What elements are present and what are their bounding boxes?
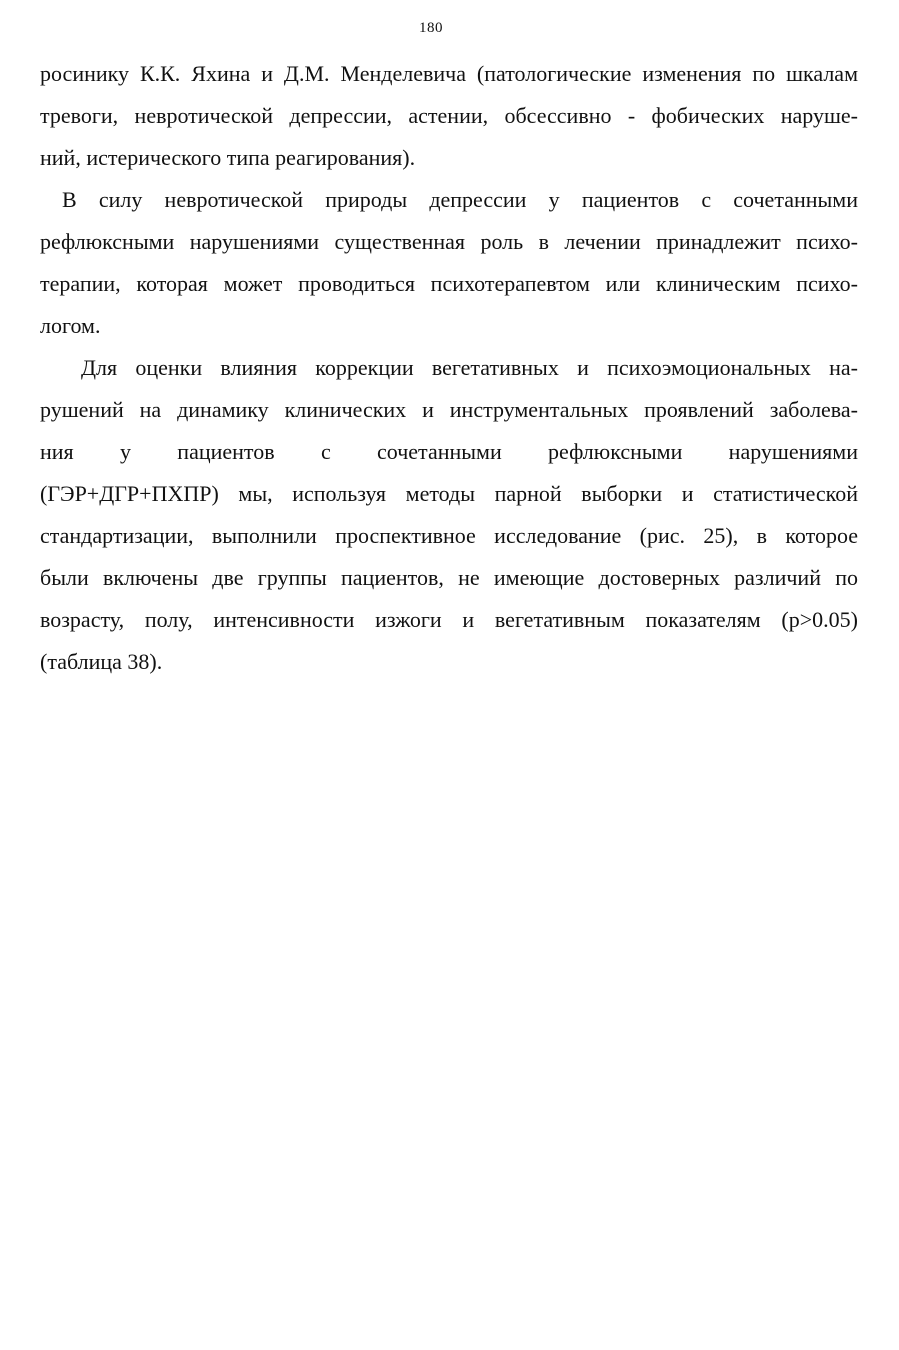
text-line: ний, истерического типа реагирования). — [40, 145, 416, 170]
text-line: были включены две группы пациентов, не имеющие достоверных различий по — [40, 565, 858, 590]
text-line: тревоги, невротической депрессии, астении, обсессивно - фобических наруше- — [40, 103, 858, 128]
text-line: терапии, которая может проводиться психотерапевтом или клиническим психо- — [40, 271, 858, 296]
paragraph-1 — [40, 53, 858, 179]
paragraph-2 — [40, 179, 858, 347]
text-line: (таблица 38). — [40, 649, 163, 674]
text-line: ния у пациентов с сочетанными рефлюксными нарушениями — [40, 439, 858, 464]
text-line: рушений на динамику клинических и инструментальных проявлений заболева- — [40, 397, 858, 422]
paragraph-3 — [40, 347, 858, 683]
text-line: стандартизации, выполнили проспективное исследование (рис. 25), в которое — [40, 523, 858, 548]
text-line: (ГЭР+ДГР+ПХПР) мы, используя методы парной выборки и статистической — [40, 481, 858, 506]
text-line: росинику К.К. Яхина и Д.М. Менделевича (патологические изменения по шкалам — [40, 61, 858, 86]
text-line: логом. — [40, 313, 101, 338]
text-line: рефлюксными нарушениями существенная роль в лечении принадлежит психо- — [40, 229, 858, 254]
text-line: Для оценки влияния коррекции вегетативных и психоэмоциональных на- — [81, 355, 858, 380]
text-line: В силу невротической природы депрессии у пациентов с сочетанными — [62, 187, 858, 212]
text-line: возрасту, полу, интенсивности изжоги и вегетативным показателям (p>0.05) — [40, 607, 858, 632]
page-number: 180 — [419, 20, 443, 36]
